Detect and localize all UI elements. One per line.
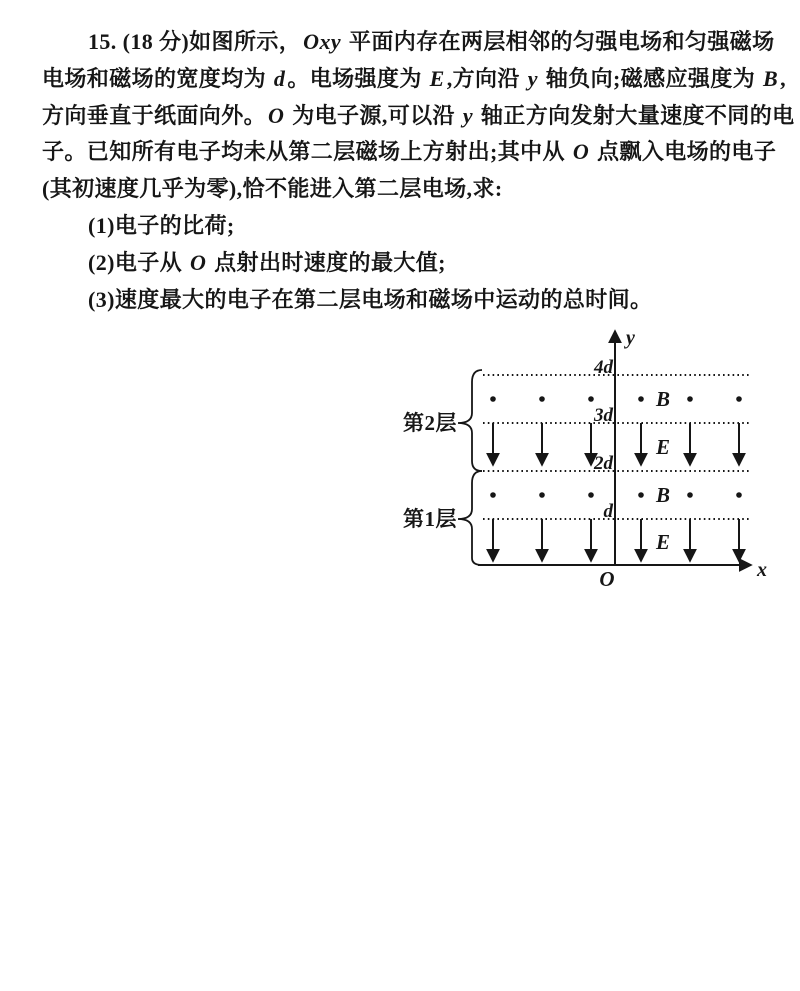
question-2	[42, 245, 782, 282]
text-segment: (2)电子从	[88, 249, 188, 275]
b-field-dot	[638, 396, 644, 402]
text-segment: 平面内存在两层相邻的匀强电场和匀强磁场	[343, 29, 775, 54]
math-variable: O	[572, 139, 590, 165]
math-variable: d	[273, 65, 286, 91]
text-segment: 点射出时速度的最大值;	[208, 249, 446, 275]
b-field-dot	[490, 492, 496, 498]
text-segment: 方向垂直于纸面向外。	[42, 102, 267, 128]
text-segment: ,方向沿	[446, 65, 526, 91]
text-segment: ,	[780, 65, 787, 91]
e-label-layer1: E	[655, 530, 671, 554]
layer2-brace	[458, 370, 482, 471]
problem-line-4	[42, 134, 782, 171]
origin-label: O	[599, 567, 615, 591]
text-segment: 。电场强度为	[287, 65, 428, 91]
field-diagram	[385, 318, 785, 603]
problem-line-5	[42, 171, 782, 208]
b-field-dot	[588, 396, 594, 402]
question-3	[42, 282, 782, 319]
math-variable: y	[527, 65, 538, 91]
text-segment: (1)电子的比荷;	[88, 212, 235, 238]
e-label-layer2: E	[655, 435, 671, 459]
math-variable: y	[462, 102, 473, 128]
text-segment: 15. (18 分)如图所示，	[88, 29, 302, 54]
math-variable: Oxy	[303, 29, 342, 54]
text-segment: 电场和磁场的宽度均为	[42, 65, 272, 91]
text-segment: 轴正方向发射大量速度不同的电	[475, 102, 795, 128]
b-field-dot	[539, 492, 545, 498]
b-field-dot	[736, 492, 742, 498]
b-field-dot	[687, 396, 693, 402]
tick-2d: 2d	[594, 453, 613, 474]
text-segment: 为电子源,可以沿	[286, 102, 461, 128]
tick-d: d	[603, 501, 613, 522]
layer1-label: 第1层	[403, 507, 457, 531]
math-variable: E	[429, 65, 445, 91]
problem-line-1	[42, 24, 782, 61]
problem-line-3	[42, 98, 795, 135]
b-label-layer1: B	[655, 483, 671, 507]
math-variable: O	[189, 249, 207, 275]
layer2-label: 第2层	[403, 411, 457, 435]
text-segment: 轴负向;磁感应强度为	[539, 65, 762, 91]
text-segment: (其初速度几乎为零),恰不能进入第二层电场,求:	[42, 176, 503, 202]
b-label-layer2: B	[655, 387, 671, 411]
math-variable: B	[763, 65, 779, 91]
math-variable: O	[268, 102, 285, 128]
b-field-dot	[638, 492, 644, 498]
text-segment: 子。已知所有电子均未从第二层磁场上方射出;其中从	[42, 139, 571, 165]
b-field-dot	[588, 492, 594, 498]
y-axis-label: y	[626, 327, 635, 349]
b-field-dot	[736, 396, 742, 402]
tick-4d: 4d	[594, 357, 613, 378]
question-1	[42, 208, 782, 245]
b-field-dot	[490, 396, 496, 402]
text-segment: (3)速度最大的电子在第二层电场和磁场中运动的总时间。	[88, 286, 653, 312]
problem-line-2	[42, 61, 787, 98]
layer1-brace	[458, 471, 482, 565]
text-segment: 点飘入电场的电子	[591, 139, 777, 165]
tick-3d: 3d	[594, 405, 613, 426]
problem-statement	[42, 24, 795, 318]
b-field-dot	[539, 396, 545, 402]
b-field-dot	[687, 492, 693, 498]
x-axis-label: x	[757, 559, 767, 581]
